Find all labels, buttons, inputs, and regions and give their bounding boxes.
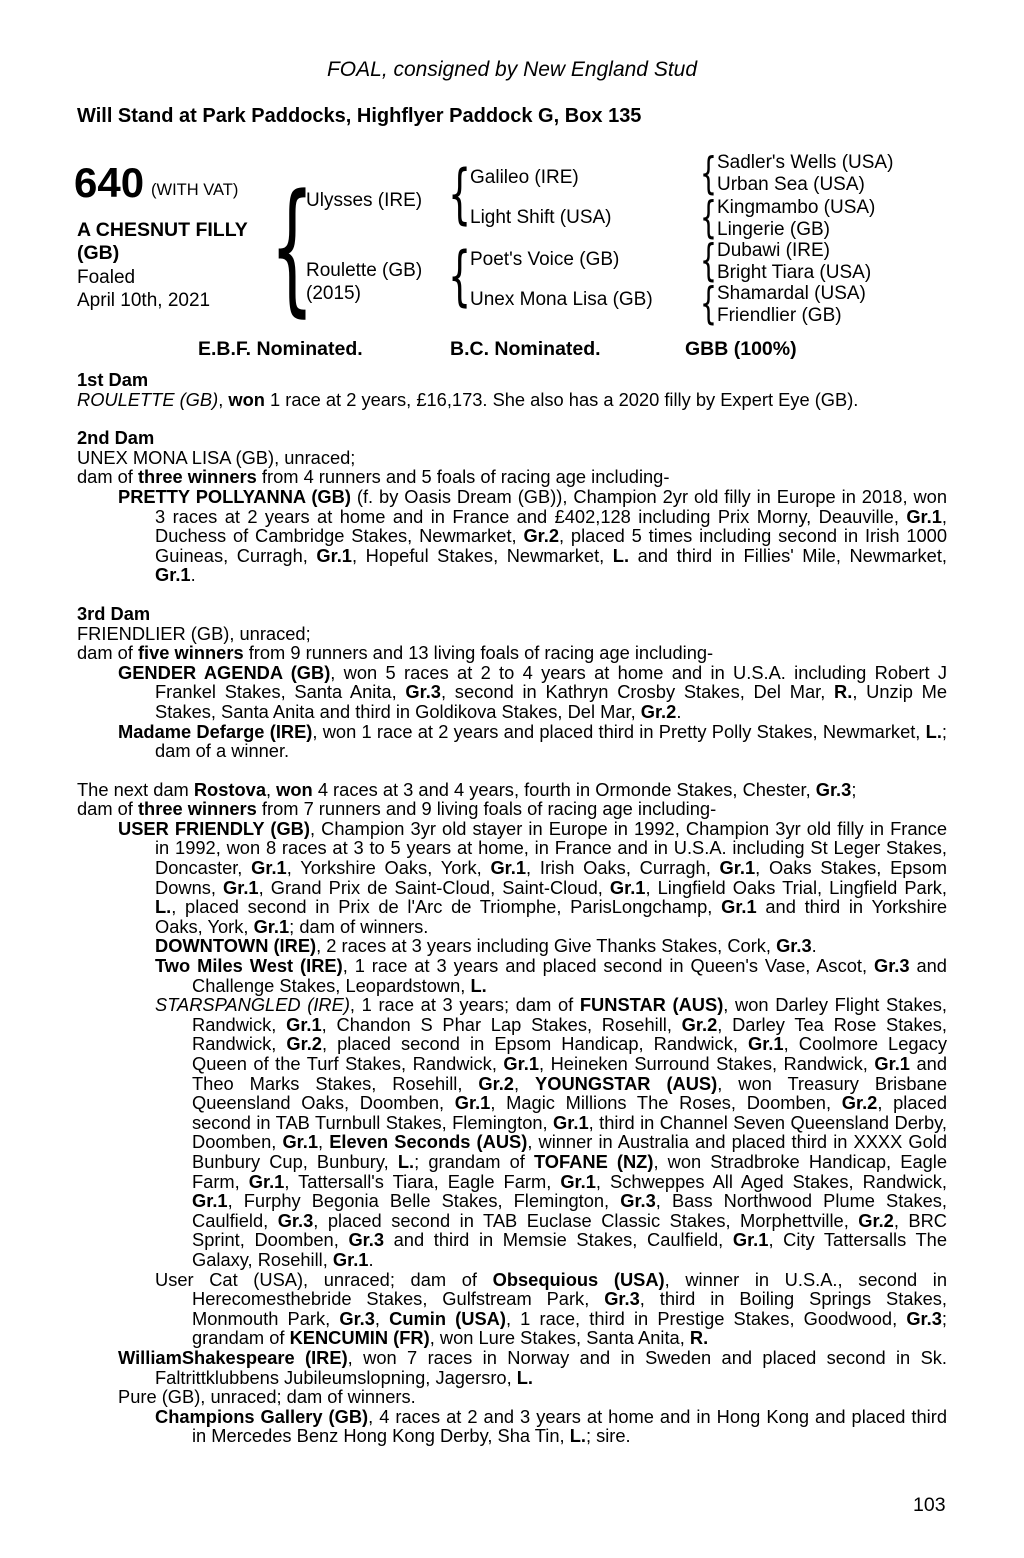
text-segment: , Hopeful Stakes, Newmarket, — [351, 544, 613, 566]
text-segment: , 2 races at 3 years including Give Thanks Stakes, Cork, — [316, 935, 777, 957]
text-segment: Gr.1 — [251, 857, 287, 879]
text-segment: won — [228, 388, 265, 410]
text-segment: Gr.1 — [906, 505, 942, 527]
text-segment: Gr.3 — [815, 778, 852, 800]
text-segment: and third in Fillies' Mile, Newmarket, — [629, 544, 947, 566]
text-segment: . — [368, 1248, 374, 1270]
text-segment: ; dam of winners. — [289, 915, 429, 937]
text-segment: , Furphy Begonia Belle Stakes, Flemington, — [227, 1190, 621, 1212]
text-segment: , winner in U.S.A., second in Herecomesthebride Stakes, Gulfstream Park, — [192, 1268, 948, 1310]
text-segment: 2nd Dam — [77, 427, 155, 449]
text-segment: Champions Gallery (GB) — [155, 1405, 369, 1427]
text-segment: from 9 runners and 13 living foals of racing age including- — [243, 642, 714, 664]
text-segment: Eleven Seconds (AUS) — [329, 1131, 528, 1153]
text-segment: , placed second in Epsom Handicap, Randwick, — [321, 1033, 749, 1055]
pedigree-paragraph — [77, 390, 947, 410]
text-segment: Gr.3 — [776, 935, 812, 957]
text-segment: , Duchess of Cambridge Stakes, Newmarket, — [155, 505, 947, 547]
text-segment: , Coolmore Legacy Queen of the Turf Stakes, Randwick, — [192, 1033, 947, 1074]
text-segment: , 4 races at 2 and 3 years at home and in Hong Kong and placed third in Mercedes Benz Hong Kong Derby, Sha Tin, — [192, 1405, 947, 1447]
text-segment: , winner in Australia and placed third in XXXX Gold Bunbury Cup, Bunbury, — [192, 1131, 948, 1172]
text-segment: ; grandam of — [414, 1150, 534, 1172]
text-segment: , won Stradbroke Handicap, Eagle Farm, — [192, 1150, 948, 1192]
text-segment: , — [218, 388, 229, 410]
pedigree-paragraph — [77, 643, 947, 663]
text-segment: Gr.1 — [316, 544, 352, 566]
text-segment: , Champion 3yr old stayer in Europe in 1992, Champion 3yr old filly in France in 1992, won 8 races at 3 to 5 years at home, in France and in U.S.A. including St Leger Stakes, Doncaster, — [155, 817, 947, 879]
text-segment: , BRC Sprint, Doomben, — [192, 1209, 948, 1251]
pedigree-paragraph — [77, 448, 947, 468]
text-segment: , placed second in TAB Euclase Classic Stakes, Morphettville, — [313, 1209, 859, 1231]
text-segment: Madame Defarge (IRE) — [118, 720, 313, 742]
text-segment: , Tattersall's Tiara, Eagle Farm, — [284, 1170, 561, 1192]
text-segment: five winners — [137, 642, 244, 664]
pedigree-brace: { — [700, 234, 717, 286]
text-segment: ; dam of a winner. — [155, 720, 947, 762]
text-segment: , won Treasury Brisbane Queensland Oaks, Doomben, — [192, 1072, 948, 1114]
text-segment: L. — [397, 1150, 415, 1172]
text-segment: , — [318, 1131, 330, 1153]
text-segment: Gr.1 — [332, 1248, 369, 1270]
vat-note: (WITH VAT) — [151, 181, 239, 199]
text-segment: 3rd Dam — [77, 602, 151, 624]
pedigree-paragraph — [77, 1270, 947, 1348]
pedigree-paragraph — [77, 956, 947, 995]
text-segment: , Chandon S Phar Lap Stakes, Rosehill, — [321, 1013, 682, 1035]
text-segment: , Irish Oaks, Curragh, — [526, 857, 720, 879]
text-segment: Gr.1 — [454, 1092, 491, 1114]
text-segment: KENCUMIN (FR) — [289, 1327, 430, 1349]
text-segment: Gr.1 — [553, 1111, 589, 1133]
text-segment: , second in Kathryn Crosby Stakes, Del Mar, — [440, 681, 835, 703]
pedigree-paragraph — [77, 819, 947, 937]
text-segment: , — [374, 1307, 390, 1329]
text-segment: , won 5 races at 2 to 4 years at home and in U.S.A. including Robert J Frankel Stakes, Santa Anita, — [155, 661, 947, 703]
text-segment: Gr.2 — [523, 525, 560, 547]
text-segment: L. — [612, 544, 630, 566]
ebf-nomination: E.B.F. Nominated. — [198, 338, 363, 360]
dam-year: (2015) — [306, 283, 361, 304]
text-segment: Gr.1 — [503, 1053, 539, 1074]
text-segment: ROULETTE (GB) — [77, 388, 219, 410]
text-segment: Gr.2 — [640, 700, 677, 722]
pedigree-paragraph — [77, 780, 947, 800]
text-segment: Gr.1 — [732, 1229, 769, 1251]
text-segment: dam of — [77, 798, 138, 820]
text-segment: and Challenge Stakes, Leopardstown, — [192, 955, 947, 996]
text-segment: , — [513, 1072, 536, 1094]
text-segment: , placed second in Prix de l'Arc de Triomphe, ParisLongchamp, — [171, 896, 722, 918]
text-segment: , Unzip Me Stakes, Santa Anita and third in Goldikova Stakes, Del Mar, — [155, 681, 948, 722]
text-segment: , 1 race, third in Prestige Stakes, Goodwood, — [505, 1307, 907, 1329]
text-segment: three winners — [137, 798, 257, 820]
sire-dam-name: Light Shift (USA) — [470, 207, 612, 228]
text-segment: USER FRIENDLY (GB) — [118, 817, 310, 839]
text-segment: , Darley Tea Rose Stakes, Randwick, — [192, 1013, 947, 1055]
lot-number: 640 — [74, 159, 145, 206]
text-segment: PRETTY POLLYANNA (GB) — [118, 485, 351, 507]
text-segment: TOFANE (NZ) — [533, 1150, 654, 1172]
text-segment: , Grand Prix de Saint-Cloud, Saint-Cloud, — [258, 876, 610, 898]
text-segment: ; — [851, 778, 857, 800]
great-grandsire-name: Sadler's Wells (USA) — [717, 152, 894, 173]
great-granddam-name: Bright Tiara (USA) — [717, 262, 872, 283]
text-segment: , won 1 race at 2 years and placed third in Pretty Polly Stakes, Newmarket, — [312, 720, 926, 742]
pedigree-brace: { — [448, 239, 472, 314]
horse-name-suffix: (GB) — [77, 242, 120, 264]
text-segment: Gr.1 — [609, 876, 646, 898]
text-segment: , won Darley Flight Stakes, Randwick, — [192, 994, 947, 1035]
text-segment: R. — [689, 1327, 709, 1349]
text-segment: Gr.1 — [223, 876, 259, 898]
text-segment: DOWNTOWN (IRE) — [155, 935, 317, 957]
text-segment: Gr.1 — [192, 1190, 228, 1212]
text-segment: Gr.2 — [286, 1033, 322, 1055]
text-segment: , Yorkshire Oaks, York, — [286, 857, 491, 879]
pedigree-paragraph — [77, 936, 947, 956]
pedigree-brace: { — [700, 191, 717, 243]
pedigree-paragraph — [77, 1407, 947, 1446]
text-segment: , 1 race at 3 years and placed second in Queen's Vase, Ascot, — [342, 955, 874, 977]
text-segment: Gr.1 — [282, 1131, 319, 1153]
text-segment: Gr.1 — [248, 1170, 285, 1192]
foaled-date: April 10th, 2021 — [77, 290, 211, 311]
pedigree-brace: { — [700, 147, 717, 199]
text-segment: dam of — [77, 466, 138, 488]
text-segment: dam of — [77, 642, 138, 664]
text-segment: L. — [470, 974, 487, 996]
text-segment: , placed 5 times including second in Irish 1000 Guineas, Curragh, — [155, 525, 947, 566]
section-heading — [77, 428, 947, 448]
text-segment: Gr.3 — [604, 1288, 640, 1310]
text-segment: Gr.3 — [348, 1229, 385, 1251]
text-segment: Gr.2 — [478, 1072, 514, 1094]
text-segment: Gr.3 — [339, 1307, 375, 1329]
pedigree-paragraph — [77, 1348, 947, 1387]
pedigree-brace: { — [700, 277, 717, 329]
text-segment: , Magic Millions The Roses, Doomben, — [490, 1092, 842, 1114]
text-segment: , placed second in TAB Turnbull Stakes, Flemington, — [192, 1092, 947, 1133]
text-segment: Gr.1 — [721, 896, 757, 918]
text-segment: three winners — [137, 466, 257, 488]
pedigree-paragraph — [77, 467, 947, 487]
text-segment: Gr.2 — [841, 1092, 878, 1114]
text-segment: R. — [834, 681, 853, 703]
text-segment: , won 7 races in Norway and in Sweden and placed second in Sk. Faltrittklubbens Jubileumslopning, Jagersro, — [155, 1346, 947, 1388]
pedigree-paragraph — [77, 663, 947, 722]
text-segment: WilliamShakespeare (IRE) — [118, 1346, 348, 1368]
pedigree-paragraph — [77, 624, 947, 644]
text-segment: Gr.1 — [719, 857, 756, 879]
text-segment: Gr.1 — [253, 915, 290, 937]
sire-sire-name: Galileo (IRE) — [470, 167, 579, 188]
text-segment: from 4 runners and 5 foals of racing age including- — [256, 466, 670, 488]
dam-name: Roulette (GB) — [306, 260, 423, 281]
dam-dam-name: Unex Mona Lisa (GB) — [470, 289, 653, 310]
text-segment: 1st Dam — [77, 369, 149, 390]
text-segment: GENDER AGENDA (GB) — [118, 661, 331, 683]
text-segment: , Schweppes All Aged Stakes, Randwick, — [595, 1170, 948, 1192]
great-grandsire-name: Shamardal (USA) — [717, 283, 866, 304]
text-segment: . — [676, 700, 682, 722]
text-segment: Gr.1 — [155, 564, 191, 586]
text-segment: Two Miles West (IRE) — [155, 955, 343, 977]
text-segment: , — [266, 778, 277, 800]
stand-location: Will Stand at Park Paddocks, Highflyer Paddock G, Box 135 — [77, 105, 642, 127]
pedigree-paragraph — [77, 995, 947, 1269]
text-segment: from 7 runners and 9 living foals of racing age including- — [256, 798, 717, 820]
text-segment: L. — [569, 1425, 586, 1447]
text-segment: won — [276, 778, 313, 800]
text-segment: YOUNGSTAR (AUS) — [535, 1072, 718, 1094]
text-segment: Gr.1 — [560, 1170, 596, 1192]
section-heading — [77, 604, 947, 624]
text-segment: FRIENDLIER (GB), unraced; — [77, 622, 311, 644]
text-segment: , third in Boiling Springs Stakes, Monmouth Park, — [192, 1288, 947, 1329]
text-segment: , Bass Northwood Plume Stakes, Caulfield, — [192, 1190, 948, 1231]
text-segment: , Lingfield Oaks Trial, Lingfield Park, — [645, 876, 948, 898]
gbb-badge: GBB (100%) — [685, 338, 797, 360]
horse-name: A CHESNUT FILLY — [77, 219, 248, 241]
text-segment: , third in Channel Seven Queensland Derby, Doomben, — [192, 1111, 947, 1153]
pedigree-paragraph — [77, 487, 947, 585]
text-segment: Cumin (USA) — [389, 1307, 506, 1329]
pedigree-brace: { — [448, 157, 472, 232]
text-segment: Gr.3 — [277, 1209, 314, 1231]
text-segment: , City Tattersalls The Galaxy, Rosehill, — [192, 1229, 948, 1270]
great-granddam-name: Lingerie (GB) — [717, 219, 830, 240]
text-segment: 4 races at 3 and 4 years, fourth in Ormonde Stakes, Chester, — [312, 778, 816, 800]
text-segment: Gr.1 — [490, 857, 527, 879]
text-segment: User Cat (USA), unraced; dam of — [155, 1268, 493, 1290]
text-segment: Gr.2 — [681, 1013, 718, 1035]
text-segment: . — [190, 564, 196, 586]
text-segment: Pure (GB), unraced; dam of winners. — [118, 1386, 416, 1408]
text-segment: STARSPANGLED (IRE) — [155, 994, 350, 1016]
text-segment: , 1 race at 3 years; dam of — [349, 994, 580, 1016]
text-segment: ; grandam of — [192, 1307, 947, 1349]
text-segment: L. — [516, 1366, 533, 1388]
catalog-body — [77, 370, 947, 1446]
great-granddam-name: Friendlier (GB) — [717, 305, 842, 326]
text-segment: , Oaks Stakes, Epsom Downs, — [155, 857, 948, 898]
dam-sire-name: Poet's Voice (GB) — [470, 249, 620, 270]
text-segment: Gr.3 — [906, 1307, 942, 1329]
text-segment: Gr.2 — [858, 1209, 894, 1231]
text-segment: Gr.3 — [620, 1190, 656, 1212]
text-segment: ; sire. — [585, 1425, 631, 1447]
text-segment: (f. by Oasis Dream (GB)), Champion 2yr old filly in Europe in 2018, won 3 races at 2 years at home and in France and £402,128 including Prix Morny, Deauville, — [155, 485, 947, 527]
page-number: 103 — [913, 1494, 946, 1516]
text-segment: Gr.1 — [286, 1013, 322, 1035]
text-segment: Gr.1 — [748, 1033, 784, 1055]
text-segment: The next dam — [77, 778, 194, 800]
pedigree-chart — [0, 147, 1024, 338]
text-segment: L. — [925, 720, 942, 742]
pedigree-brace: { — [270, 164, 315, 331]
text-segment: Gr.3 — [405, 681, 441, 703]
text-segment: L. — [155, 896, 172, 918]
great-granddam-name: Urban Sea (USA) — [717, 174, 865, 195]
text-segment: , Heineken Surround Stakes, Randwick, — [539, 1053, 875, 1074]
pedigree-paragraph — [77, 1387, 947, 1407]
sire-name: Ulysses (IRE) — [306, 190, 423, 211]
page-title: FOAL, consigned by New England Stud — [326, 58, 698, 81]
great-grandsire-name: Dubawi (IRE) — [717, 240, 830, 261]
text-segment: FUNSTAR (AUS) — [579, 994, 724, 1016]
text-segment: and third in Yorkshire Oaks, York, — [155, 896, 947, 937]
text-segment: Gr.1 — [874, 1053, 910, 1074]
text-segment: . — [811, 935, 817, 957]
pedigree-paragraph — [77, 722, 947, 761]
text-segment: Gr.3 — [873, 955, 910, 977]
section-heading — [77, 370, 947, 390]
text-segment: UNEX MONA LISA (GB), unraced; — [77, 446, 356, 468]
text-segment: Obsequious (USA) — [492, 1268, 665, 1290]
foaled-label: Foaled — [77, 267, 136, 288]
text-segment: , won Lure Stakes, Santa Anita, — [429, 1327, 690, 1349]
text-segment: Rostova — [193, 778, 266, 800]
text-segment: and Theo Marks Stakes, Rosehill, — [192, 1053, 947, 1094]
bc-nomination: B.C. Nominated. — [450, 338, 601, 360]
nomination-line — [0, 338, 1024, 362]
text-segment: and third in Memsie Stakes, Caulfield, — [384, 1229, 733, 1251]
pedigree-paragraph — [77, 799, 947, 819]
great-grandsire-name: Kingmambo (USA) — [717, 197, 876, 218]
text-segment: 1 race at 2 years, £16,173. She also has a 2020 filly by Expert Eye (GB). — [264, 388, 859, 410]
